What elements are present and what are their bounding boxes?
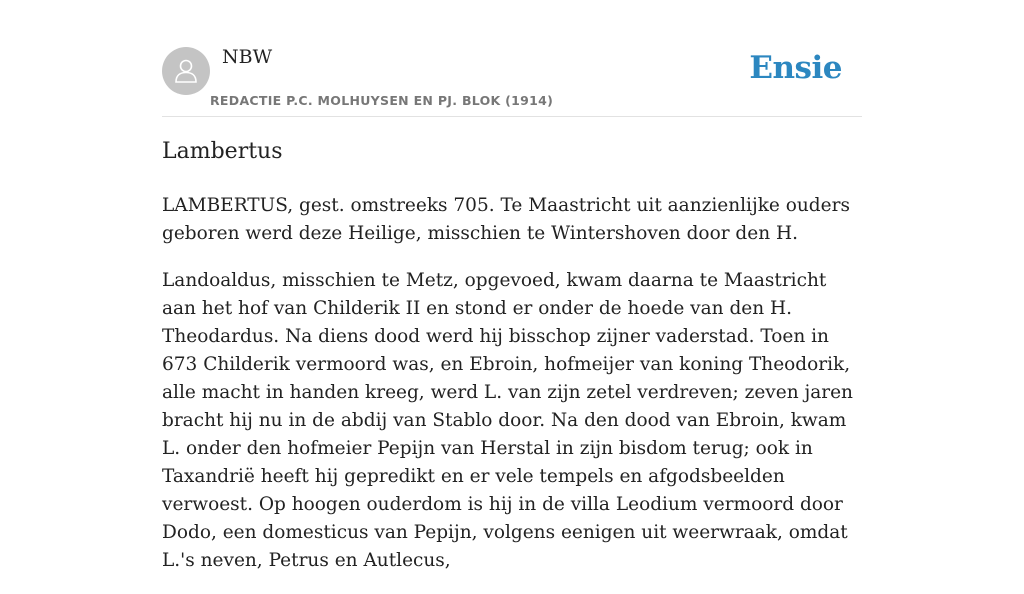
article-header (162, 0, 862, 117)
article-body (162, 192, 862, 594)
source-editors: REDACTIE P.C. MOLHUYSEN EN PJ. BLOK (1914) (210, 93, 554, 108)
article-title: Lambertus (162, 139, 283, 164)
user-icon (171, 56, 201, 86)
source-name[interactable]: NBW (222, 46, 273, 68)
article-paragraph-2: Landoaldus, misschien te Metz, opgevoed, kwam daarna te Maastricht aan het hof van Childerik II en stond er onder de hoede van den H. Theodardus. Na diens dood werd hij bisschop zijner vaderstad. Toen in 673 Childerik vermoord was, en Ebroin, hofmeijer van koning Theodorik, alle macht in handen kreeg, werd L. van zijn zetel verdreven; zeven jaren bracht hij nu in de abdij van Stablo door. Na den dood van Ebroin, kwam L. onder den hofmeier Pepijn van Herstal in zijn bisdom terug; ook in Taxandrië heeft hij gepredikt en er vele tempels en afgodsbeelden verwoest. Op hoogen ouderdom is hij in de villa Leodium vermoord door Dodo, een domesticus van Pepijn, volgens eenigen uit weerwraak, omdat L.'s neven, Petrus en Autlecus, (162, 270, 853, 571)
article-page (162, 0, 862, 571)
article-paragraph-1: LAMBERTUS, gest. omstreeks 705. Te Maastricht uit aanzienlijke ouders geboren werd deze Heilige, misschien te Wintershoven door den H. (162, 195, 850, 244)
ensie-logo[interactable]: Ensie (749, 50, 842, 86)
avatar[interactable] (162, 47, 210, 95)
